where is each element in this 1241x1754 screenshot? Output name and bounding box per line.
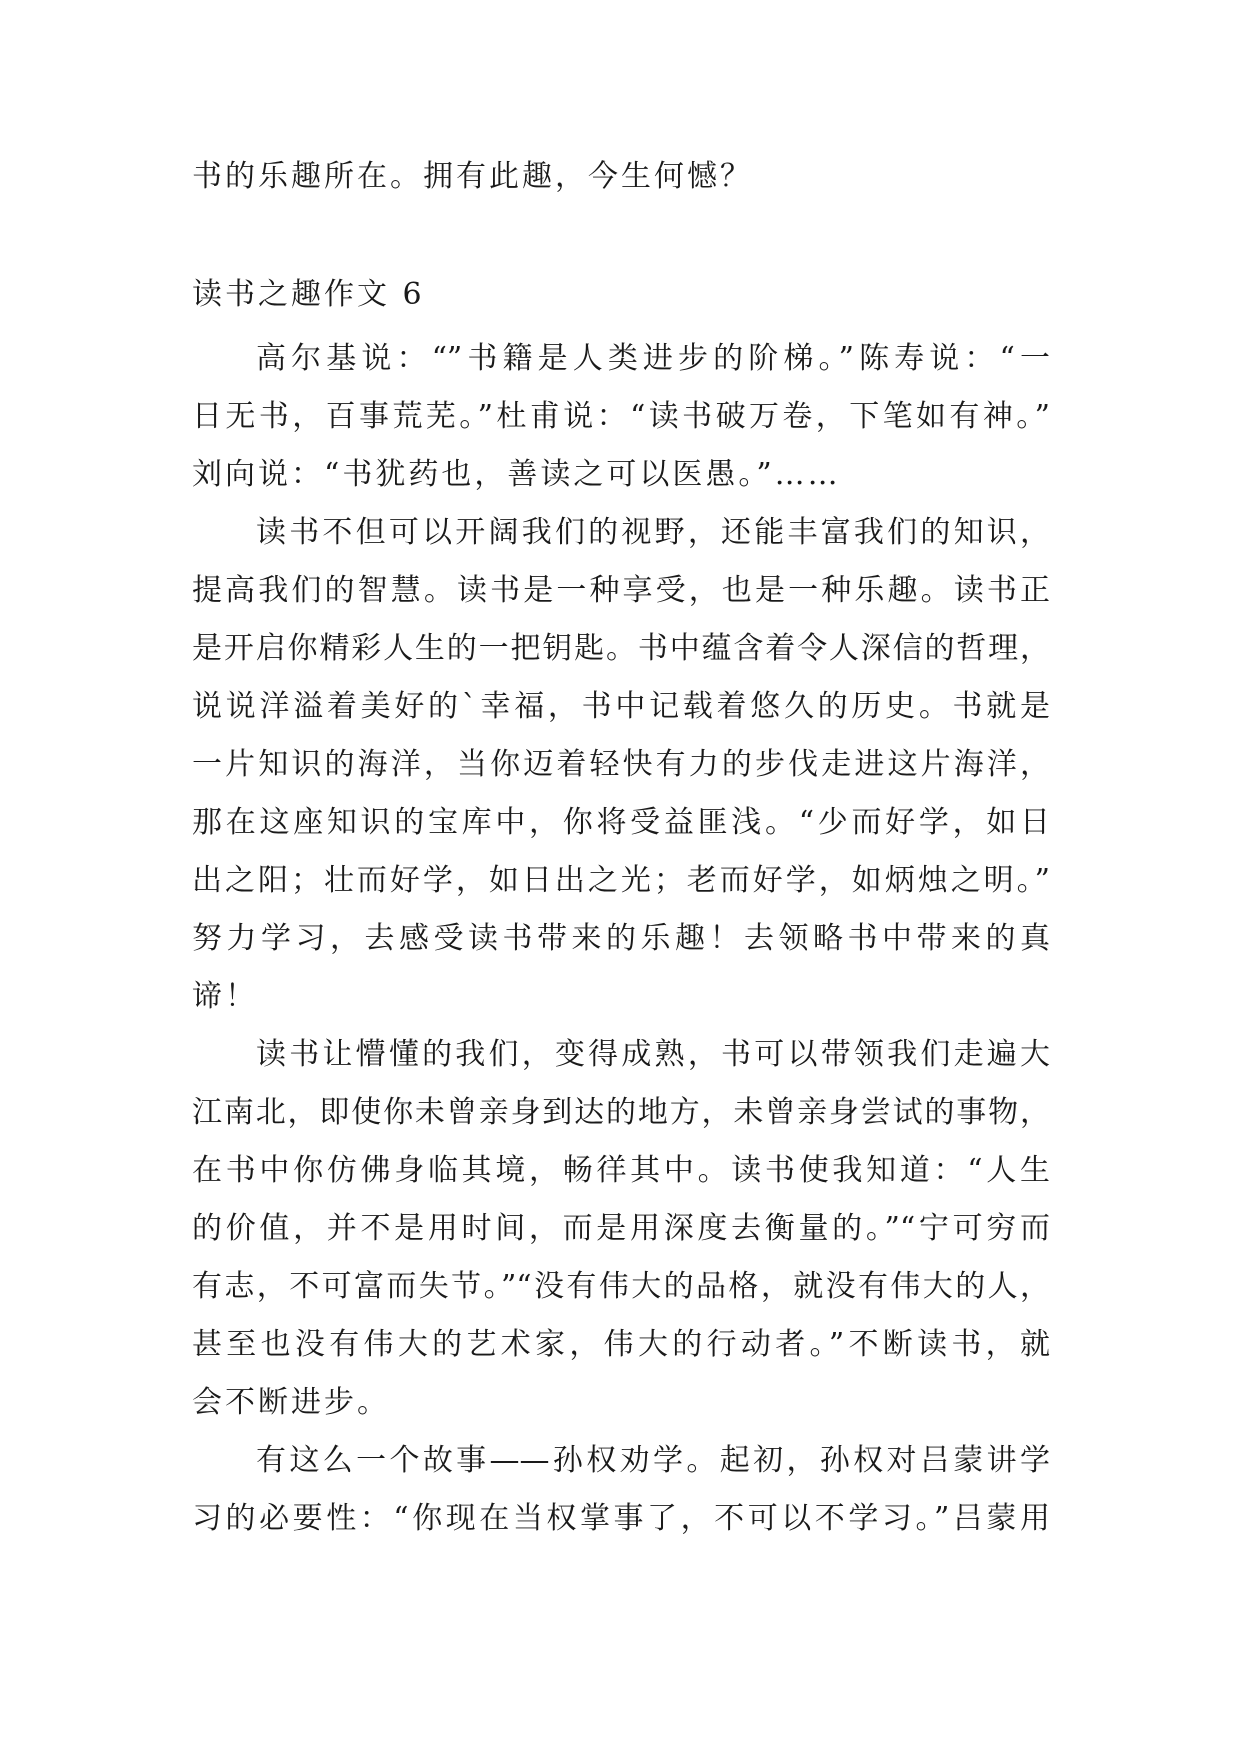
paragraph-line: 高尔基说：“”书籍是人类进步的阶梯。”陈寿说：“一 (256, 341, 1050, 376)
paragraph-line: 提高我们的智慧。读书是一种享受，也是一种乐趣。读书正 (192, 573, 1050, 608)
section-title-text: 读书之趣作文 6 (192, 277, 425, 312)
continuation-paragraph (192, 148, 1050, 206)
paragraph-line: 读书让懵懂的我们，变得成熟，书可以带领我们走遍大 (256, 1037, 1050, 1072)
continuation-line: 书的乐趣所在。拥有此趣，今生何憾？ (192, 159, 753, 194)
paragraph-line: 是开启你精彩人生的一把钥匙。书中蕴含着令人深信的哲理， (192, 631, 1050, 666)
paragraph-line: 在书中你仿佛身临其境，畅徉其中。读书使我知道：“人生 (192, 1153, 1050, 1188)
paragraph-line: 一片知识的海洋，当你迈着轻快有力的步伐走进这片海洋， (192, 747, 1050, 782)
paragraph-2 (192, 504, 1050, 1026)
paragraph-line: 日无书，百事荒芜。”杜甫说：“读书破万卷，下笔如有神。” (192, 399, 1050, 434)
paragraph-line: 刘向说：“书犹药也，善读之可以医愚。”…… (192, 457, 841, 492)
paragraph-line: 读书不但可以开阔我们的视野，还能丰富我们的知识， (256, 515, 1050, 550)
section-title (192, 266, 1050, 324)
paragraph-line: 出之阳；壮而好学，如日出之光；老而好学，如炳烛之明。” (192, 863, 1050, 898)
paragraph-4 (192, 1432, 1050, 1548)
paragraph-line: 习的必要性：“你现在当权掌事了，不可以不学习。”吕蒙用 (192, 1501, 1050, 1536)
paragraph-line: 有志，不可富而失节。”“没有伟大的品格，就没有伟大的人， (192, 1269, 1050, 1304)
paragraph-line: 的价值，并不是用时间，而是用深度去衡量的。”“宁可穷而 (192, 1211, 1050, 1246)
paragraph-line: 那在这座知识的宝库中，你将受益匪浅。“少而好学，如日 (192, 805, 1050, 840)
paragraph-line: 说说洋溢着美好的`幸福，书中记载着悠久的历史。书就是 (192, 689, 1050, 724)
paragraph-line: 有这么一个故事——孙权劝学。起初，孙权对吕蒙讲学 (256, 1443, 1050, 1478)
paragraph-line: 努力学习，去感受读书带来的乐趣！去领略书中带来的真 (192, 921, 1050, 956)
paragraph-3 (192, 1026, 1050, 1432)
paragraph-line: 甚至也没有伟大的艺术家，伟大的行动者。”不断读书，就 (192, 1327, 1050, 1362)
paragraph-line: 江南北，即使你未曾亲身到达的地方，未曾亲身尝试的事物， (192, 1095, 1050, 1130)
paragraph-line: 谛！ (192, 979, 258, 1014)
paragraph-1 (192, 330, 1050, 504)
paragraph-line: 会不断进步。 (192, 1385, 390, 1420)
